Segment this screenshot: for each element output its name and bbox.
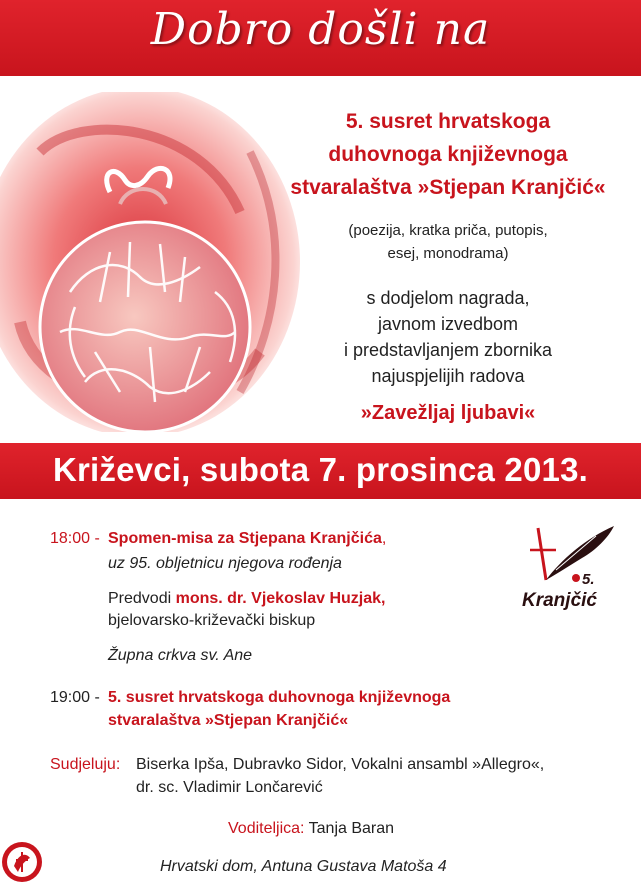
details-line-3: i predstavljanjem zbornika <box>343 340 553 360</box>
date-banner <box>0 443 641 499</box>
genres-line-2: esej, monodrama) <box>387 245 509 262</box>
mass-venue: Župna crkva sv. Ane <box>108 647 253 664</box>
organizer-emblem <box>0 836 44 884</box>
presider-name: mons. dr. Vjekoslav Huzjak, <box>175 590 386 607</box>
mass-title-row <box>108 530 386 548</box>
mass-time: 18:00 - <box>50 530 100 547</box>
logo-number: 5. <box>582 571 595 588</box>
details-line-4: najuspjelijih radova <box>371 366 525 386</box>
host-name: Tanja Baran <box>304 820 395 837</box>
presider-prefix: Predvodi <box>108 590 176 607</box>
participants-line-1: Biserka Ipša, Dubravko Sidor, Vokalni ansambl »Allegro«, <box>136 756 545 773</box>
presider-row <box>108 590 385 608</box>
genres-line-1: (poezija, kratka priča, putopis, <box>348 222 548 239</box>
mass-occasion: uz 95. obljetnicu njegova rođenja <box>108 555 342 572</box>
participants-line-2: dr. sc. Vladimir Lončarević <box>136 779 323 796</box>
welcome-heading: Dobro došli na <box>150 4 491 55</box>
mass-title: Spomen-misa za Stjepana Kranjčića <box>108 530 382 547</box>
presider-role: bjelovarsko-križevački biskup <box>108 612 316 629</box>
venue-address: Hrvatski dom, Antuna Gustava Matoša 4 <box>160 858 447 875</box>
logo-name: Kranjčić <box>522 590 597 611</box>
event-time: 19:00 - <box>50 689 100 706</box>
mass-title-comma: , <box>381 530 387 547</box>
host-label: Voditeljica: <box>228 820 305 837</box>
kranjcic-logo <box>516 520 626 612</box>
event-date: Križevci, subota 7. prosinca 2013. <box>52 451 589 488</box>
details-line-1: s dodjelom nagrada, <box>366 288 530 308</box>
event-title-line-2: duhovnoga književnoga <box>328 143 568 166</box>
event-intro <box>268 0 628 440</box>
details-line-2: javnom izvedbom <box>377 314 519 334</box>
anthology-title: »Zavežljaj ljubavi« <box>360 402 536 424</box>
event-title-line-1: 5. susret hrvatskoga duhovnoga književnoga <box>108 689 451 706</box>
participants-label: Sudjeluju: <box>50 756 121 773</box>
event-title-line-1: 5. susret hrvatskoga <box>345 110 551 133</box>
event-title-line-2: stvaralaštva »Stjepan Kranjčić« <box>108 712 349 729</box>
bundle-of-hands-artwork <box>0 92 300 432</box>
event-title-line-3: stvaralaštva »Stjepan Kranjčić« <box>290 176 606 199</box>
host-row <box>228 820 394 838</box>
